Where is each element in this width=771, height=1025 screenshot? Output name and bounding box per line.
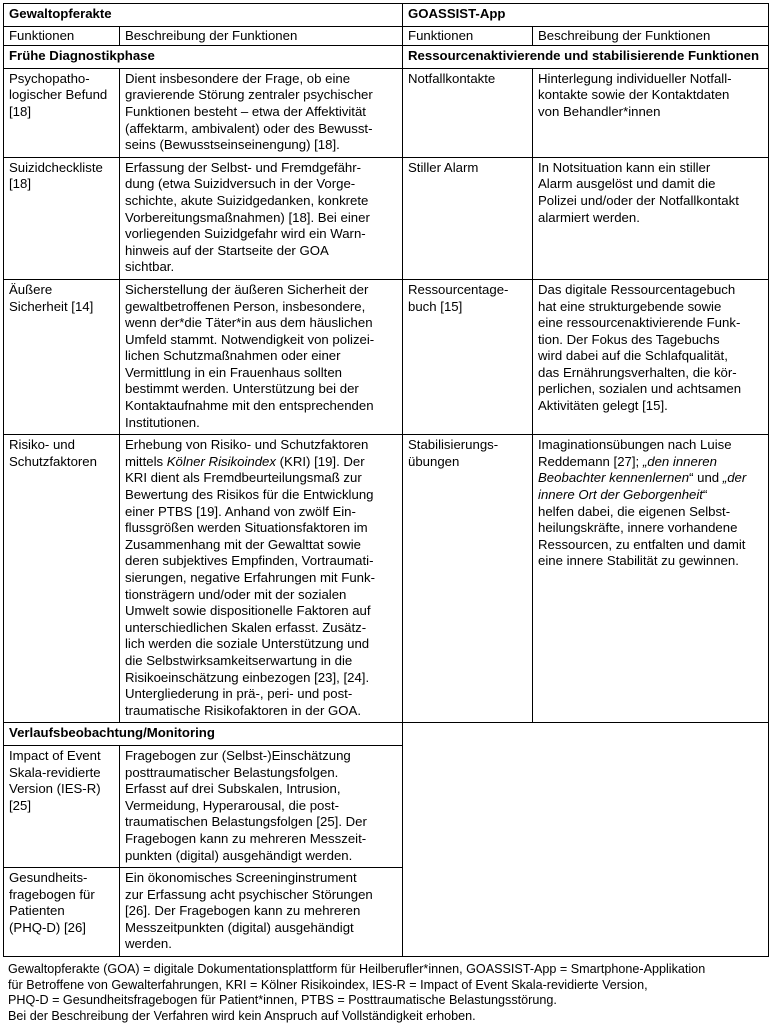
section-early-diagnostics: Frühe Diagnostikphase	[4, 46, 403, 69]
description-suicide-checklist: Erfassung der Selbst- und Fremdgefähr- dung (etwa Suizidversuch in der Vorge- schichte, akute Suizidgedanken, konkrete Vorbereitungsmaßnahmen) [18]. Bei einer vorliegenden Suizidgefahr wird ein Warn- hinweis auf der Startseite der GOA sichtbar.	[120, 157, 403, 279]
empty-right-cell	[403, 723, 769, 957]
header-goassist-app: GOASSIST-App	[403, 4, 769, 27]
col-functions-right: Funktionen	[403, 26, 533, 46]
description-psychopathological-finding: Dient insbesondere der Frage, ob eine gravierende Störung zentraler psychischer Funktionen besteht – etwa der Affektivität (affektarm, ambivalent) oder des Bewusst- seins (Bewusstseinseinengung) [18].	[120, 68, 403, 157]
column-header-row	[4, 26, 769, 46]
function-ies-r: Impact of Event Skala-revidierte Version (IES-R) [25]	[4, 745, 120, 867]
table-row	[4, 157, 769, 279]
stab-text-italic-1: „den inneren Beobachter kennenlernen	[538, 453, 717, 486]
function-emergency-contacts: Notfallkontakte	[403, 68, 533, 157]
stab-text-post: “ helfen dabei, die eigenen Selbst- heilungskräfte, innere vorhandene Ressourcen, zu entfalten und damit eine innere Stabilität zu gewinnen.	[538, 487, 746, 569]
functions-table	[3, 3, 769, 957]
description-ies-r: Fragebogen zur (Selbst-)Einschätzung posttraumatischer Belastungsfolgen. Erfasst auf drei Subskalen, Intrusion, Vermeidung, Hyperarousal, die post- traumatischen Belastungsfolgen [25]. Der Fragebogen kann zu mehreren Messzeit- punkten (digital) ausgehändigt werden.	[120, 745, 403, 867]
table-row	[4, 279, 769, 434]
stab-text-pre: Imaginationsübungen nach Luise Reddemann [27];	[538, 437, 732, 469]
header-gewaltopferakte: Gewaltopferakte	[4, 4, 403, 27]
function-stabilization-exercises: Stabilisierungs- übungen	[403, 435, 533, 723]
section-resource-stabilizing: Ressourcenaktivierende und stabilisierende Funktionen	[403, 46, 769, 69]
function-phq-d: Gesundheits- fragebogen für Patienten (PHQ-D) [26]	[4, 868, 120, 957]
function-silent-alarm: Stiller Alarm	[403, 157, 533, 279]
function-suicide-checklist: Suizidcheckliste [18]	[4, 157, 120, 279]
table-row	[4, 68, 769, 157]
risk-text-pre: Erhebung von Risiko- und Schutzfaktoren mittels	[125, 437, 369, 469]
col-description-left: Beschreibung der Funktionen	[120, 26, 403, 46]
description-silent-alarm: In Notsituation kann ein stiller Alarm ausgelöst und damit die Polizei und/oder der Notfallkontakt alarmiert werden.	[533, 157, 769, 279]
description-resource-diary: Das digitale Ressourcentagebuch hat eine strukturgebende sowie eine ressourcenaktivierende Funk- tion. Der Fokus des Tagebuchs wird dabei auf die Schlafqualität, das Ernährungsverhalten, die kör- perlichen, sozialen und achtsamen Aktivitäten gelegt [15].	[533, 279, 769, 434]
stab-text-mid: “ und	[689, 470, 723, 486]
function-psychopathological-finding: Psychopatho- logischer Befund [18]	[4, 68, 120, 157]
table-header-row	[4, 4, 769, 27]
function-resource-diary: Ressourcentage- buch [15]	[403, 279, 533, 434]
description-risk-protective-factors	[120, 435, 403, 723]
section-row	[4, 46, 769, 69]
description-phq-d: Ein ökonomisches Screeninginstrument zur Erfassung acht psychischer Störungen [26]. Der Fragebogen kann zu mehreren Messzeitpunkten (digital) ausgehändigt werden.	[120, 868, 403, 957]
description-stabilization-exercises	[533, 435, 769, 723]
table-footnote: Gewaltopferakte (GOA) = digitale Dokumentationsplattform für Heilberufler*innen, GOASSIST-App = Smartphone-Applikation für Betroffene von Gewalterfahrungen, KRI = Kölner Risikoindex, IES-R = Impact of Event Skala-revidierte Version, PHQ-D = Gesundheitsfragebogen für Patient*innen, PTBS = Posttraumatische Belastungsstörung. Bei der Beschreibung der Verfahren wird kein Anspruch auf Vollständigkeit erhoben.	[8, 962, 706, 1023]
risk-text-post: (KRI) [19]. Der KRI dient als Fremdbeurteilungsmaß zur Bewertung des Risikos für die Entwicklung einer PTBS [19]. Anhand von zwölf Ein- flussgrößen werden Situationsfaktoren im Zusammenhang mit der Gewalttat sowie deren subjektives Empfinden, Vortraumati- sierungen, negative Erfahrungen mit Funk- tionsträgern und/oder mit der sozialen Umwelt sowie dispositionelle Faktoren auf unterschiedlichen Skalen erfasst. Zusätz- lich werden die soziale Unterstützung und die Selbstwirksamkeitserwartung in die Risikoeinschätzung einbezogen [23], [24]. Untergliederung in prä-, peri- und post- traumatische Risikofaktoren in der GOA.	[125, 453, 375, 718]
col-functions-left: Funktionen	[4, 26, 120, 46]
section-row	[4, 723, 769, 746]
description-emergency-contacts: Hinterlegung individueller Notfall- kontakte sowie der Kontaktdaten von Behandler*innen	[533, 68, 769, 157]
table-row	[4, 435, 769, 723]
section-monitoring: Verlaufsbeobachtung/Monitoring	[4, 723, 403, 746]
col-description-right: Beschreibung der Funktionen	[533, 26, 769, 46]
function-risk-protective-factors: Risiko- und Schutzfaktoren	[4, 435, 120, 723]
function-external-safety: Äußere Sicherheit [14]	[4, 279, 120, 434]
description-external-safety: Sicherstellung der äußeren Sicherheit der gewaltbetroffenen Person, insbesondere, wenn der*die Täter*in aus dem häuslichen Umfeld stammt. Notwendigkeit von polizei- lichen Schutzmaßnahmen oder einer Vermittlung in ein Frauenhaus sollten bestimmt werden. Unterstützung bei der Kontaktaufnahme mit den entsprechenden Institutionen.	[120, 279, 403, 434]
risk-text-italic: Kölner Risikoindex	[166, 453, 276, 469]
stab-text-italic-2: „der innere Ort der Geborgenheit	[538, 470, 747, 503]
